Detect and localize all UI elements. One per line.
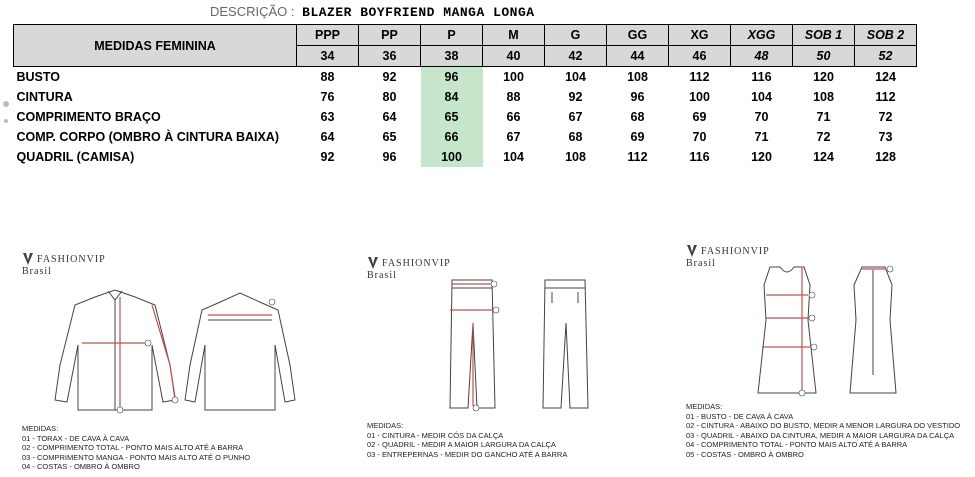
- measure-value: 69: [630, 130, 645, 144]
- size-header-7: XGG: [731, 25, 793, 46]
- size-number-4: 42: [545, 46, 607, 67]
- note-line: 02 - CINTURA - ABAIXO DO BUSTO, MEDIR A MENOR LARGURA DO VESTIDO: [686, 421, 961, 430]
- size-number-9: 52: [855, 46, 917, 67]
- measure-value: 100: [689, 90, 710, 104]
- note-line: MEDIDAS:: [22, 424, 59, 433]
- measure-label: CINTURA: [16, 90, 73, 104]
- measure-value: 80: [382, 90, 397, 104]
- measure-value: 88: [506, 90, 521, 104]
- measure-value: 104: [751, 90, 772, 104]
- measure-value: 112: [875, 90, 896, 104]
- measure-value: 64: [382, 110, 397, 124]
- size-header-1: PP: [359, 25, 421, 46]
- measure-value: 66: [421, 127, 483, 147]
- size-number-1: 36: [359, 46, 421, 67]
- measure-value: 116: [751, 70, 772, 84]
- measure-value: 112: [627, 150, 648, 164]
- measure-value: 68: [568, 130, 583, 144]
- measure-value: 100: [503, 70, 524, 84]
- size-header-8: SOB 1: [793, 25, 855, 46]
- measure-value: 65: [382, 130, 397, 144]
- measure-value: 67: [568, 110, 583, 124]
- measure-value: 70: [692, 130, 707, 144]
- measure-value: 71: [816, 110, 831, 124]
- brand-logo-mark: [686, 244, 698, 258]
- size-table: [13, 24, 917, 167]
- note-line: MEDIDAS:: [686, 402, 723, 411]
- size-number-2: 38: [421, 46, 483, 67]
- dress-illustration: [750, 265, 920, 400]
- size-header-4: G: [545, 25, 607, 46]
- measure-value: 70: [754, 110, 769, 124]
- note-line: 03 - COMPRIMENTO MANGA - PONTO MAIS ALTO ATÉ O PUNHO: [22, 452, 251, 462]
- note-line: MEDIDAS:: [367, 421, 404, 430]
- measure-label: COMPRIMENTO BRAÇO: [16, 110, 161, 124]
- note-line: 04 - COMPRIMENTO TOTAL - PONTO MAIS ALTO ATÉ A BARRA: [686, 440, 908, 449]
- measure-value: 104: [503, 150, 524, 164]
- shirt-notes: [22, 424, 250, 472]
- measure-value: 72: [878, 110, 893, 124]
- table-row: [14, 107, 917, 127]
- note-line: 01 - TORAX - DE CAVA À CAVA: [22, 433, 130, 443]
- measure-value: 124: [813, 150, 834, 164]
- note-line: 01 - BUSTO - DE CAVA À CAVA: [686, 411, 794, 421]
- measure-value: 112: [689, 70, 710, 84]
- measure-value: 120: [751, 150, 772, 164]
- size-number-7: 48: [731, 46, 793, 67]
- measure-value: 108: [813, 90, 834, 104]
- description-title: [210, 4, 535, 20]
- size-header-2: P: [421, 25, 483, 46]
- size-number-3: 40: [483, 46, 545, 67]
- size-number-6: 46: [669, 46, 731, 67]
- measure-value: 108: [565, 150, 586, 164]
- measure-value: 67: [506, 130, 521, 144]
- size-number-8: 50: [793, 46, 855, 67]
- brand-name: FASHIONVIP: [382, 257, 451, 269]
- brand-sub: Brasil: [686, 258, 716, 269]
- measure-value: 66: [506, 110, 521, 124]
- brand-logo: [22, 252, 106, 266]
- table-row: [14, 87, 917, 107]
- brand-logo: [367, 256, 451, 270]
- measure-value: 124: [875, 70, 896, 84]
- size-header-5: GG: [607, 25, 669, 46]
- note-line: 03 - QUADRIL - ABAIXO DA CINTURA, MEDIR A MAIOR LARGURA DA CALÇA: [686, 430, 955, 440]
- measure-value: 88: [320, 70, 335, 84]
- size-number-0: 34: [297, 46, 359, 67]
- shirt-illustration: [40, 285, 300, 415]
- bullet-dot: [4, 119, 8, 123]
- measure-value: 96: [421, 67, 483, 88]
- measure-label: QUADRIL (CAMISA): [16, 150, 135, 164]
- measure-value: 120: [813, 70, 834, 84]
- note-line: 01 - CINTURA - MEDIR CÓS DA CALÇA: [367, 430, 504, 440]
- measure-value: 92: [320, 150, 335, 164]
- description-label: DESCRIÇÃO :: [210, 4, 295, 19]
- measure-value: 96: [630, 90, 645, 104]
- brand-sub: Brasil: [367, 270, 397, 281]
- measure-value: 73: [878, 130, 893, 144]
- measure-value: 68: [630, 110, 645, 124]
- measure-value: 128: [875, 150, 896, 164]
- pants-notes: [367, 421, 567, 459]
- brand-sub: Brasil: [22, 266, 52, 277]
- brand-logo-mark: [22, 252, 34, 266]
- brand-logo: [686, 244, 770, 258]
- measure-value: 69: [692, 110, 707, 124]
- bullet-dot: [3, 101, 9, 107]
- note-line: 05 - COSTAS - OMBRO À OMBRO: [686, 449, 804, 459]
- size-header-9: SOB 2: [855, 25, 917, 46]
- table-row: [14, 147, 917, 167]
- note-line: 04 - COSTAS - OMBRO À OMBRO: [22, 462, 140, 471]
- pants-panel: [367, 256, 451, 281]
- table-header-label: MEDIDAS FEMININA: [14, 25, 297, 67]
- brand-logo-mark: [367, 256, 379, 270]
- measure-value: 104: [565, 70, 586, 84]
- measure-value: 76: [320, 90, 335, 104]
- measure-value: 64: [320, 130, 335, 144]
- measure-value: 96: [382, 150, 397, 164]
- dress-notes: [686, 402, 960, 459]
- measure-value: 72: [816, 130, 831, 144]
- shirt-panel: [22, 252, 106, 277]
- brand-name: FASHIONVIP: [37, 253, 106, 265]
- size-number-5: 44: [607, 46, 669, 67]
- size-header-0: PPP: [297, 25, 359, 46]
- measure-value: 63: [320, 110, 335, 124]
- measure-value: 100: [421, 147, 483, 167]
- measure-label: BUSTO: [16, 70, 61, 84]
- measure-value: 116: [689, 150, 710, 164]
- measure-value: 92: [382, 70, 397, 84]
- note-line: 02 - QUADRIL - MEDIR A MAIOR LARGURA DA CALÇA: [367, 440, 556, 449]
- product-name: BLAZER BOYFRIEND MANGA LONGA: [302, 5, 535, 20]
- measure-value: 92: [568, 90, 583, 104]
- measure-value: 71: [754, 130, 769, 144]
- measure-label: COMP. CORPO (OMBRO À CINTURA BAIXA): [16, 130, 279, 144]
- table-row: [14, 67, 917, 88]
- size-header-3: M: [483, 25, 545, 46]
- measure-value: 65: [421, 107, 483, 127]
- brand-name: FASHIONVIP: [701, 245, 770, 257]
- note-line: 03 - ENTREPERNAS - MEDIR DO GANCHO ATÉ A BARRA: [367, 449, 568, 459]
- size-header-6: XG: [669, 25, 731, 46]
- pants-illustration: [440, 278, 610, 418]
- table-row: [14, 127, 917, 147]
- measure-value: 108: [627, 70, 648, 84]
- measure-value: 84: [421, 87, 483, 107]
- note-line: 02 - COMPRIMENTO TOTAL - PONTO MAIS ALTO ATÉ A BARRA: [22, 443, 244, 452]
